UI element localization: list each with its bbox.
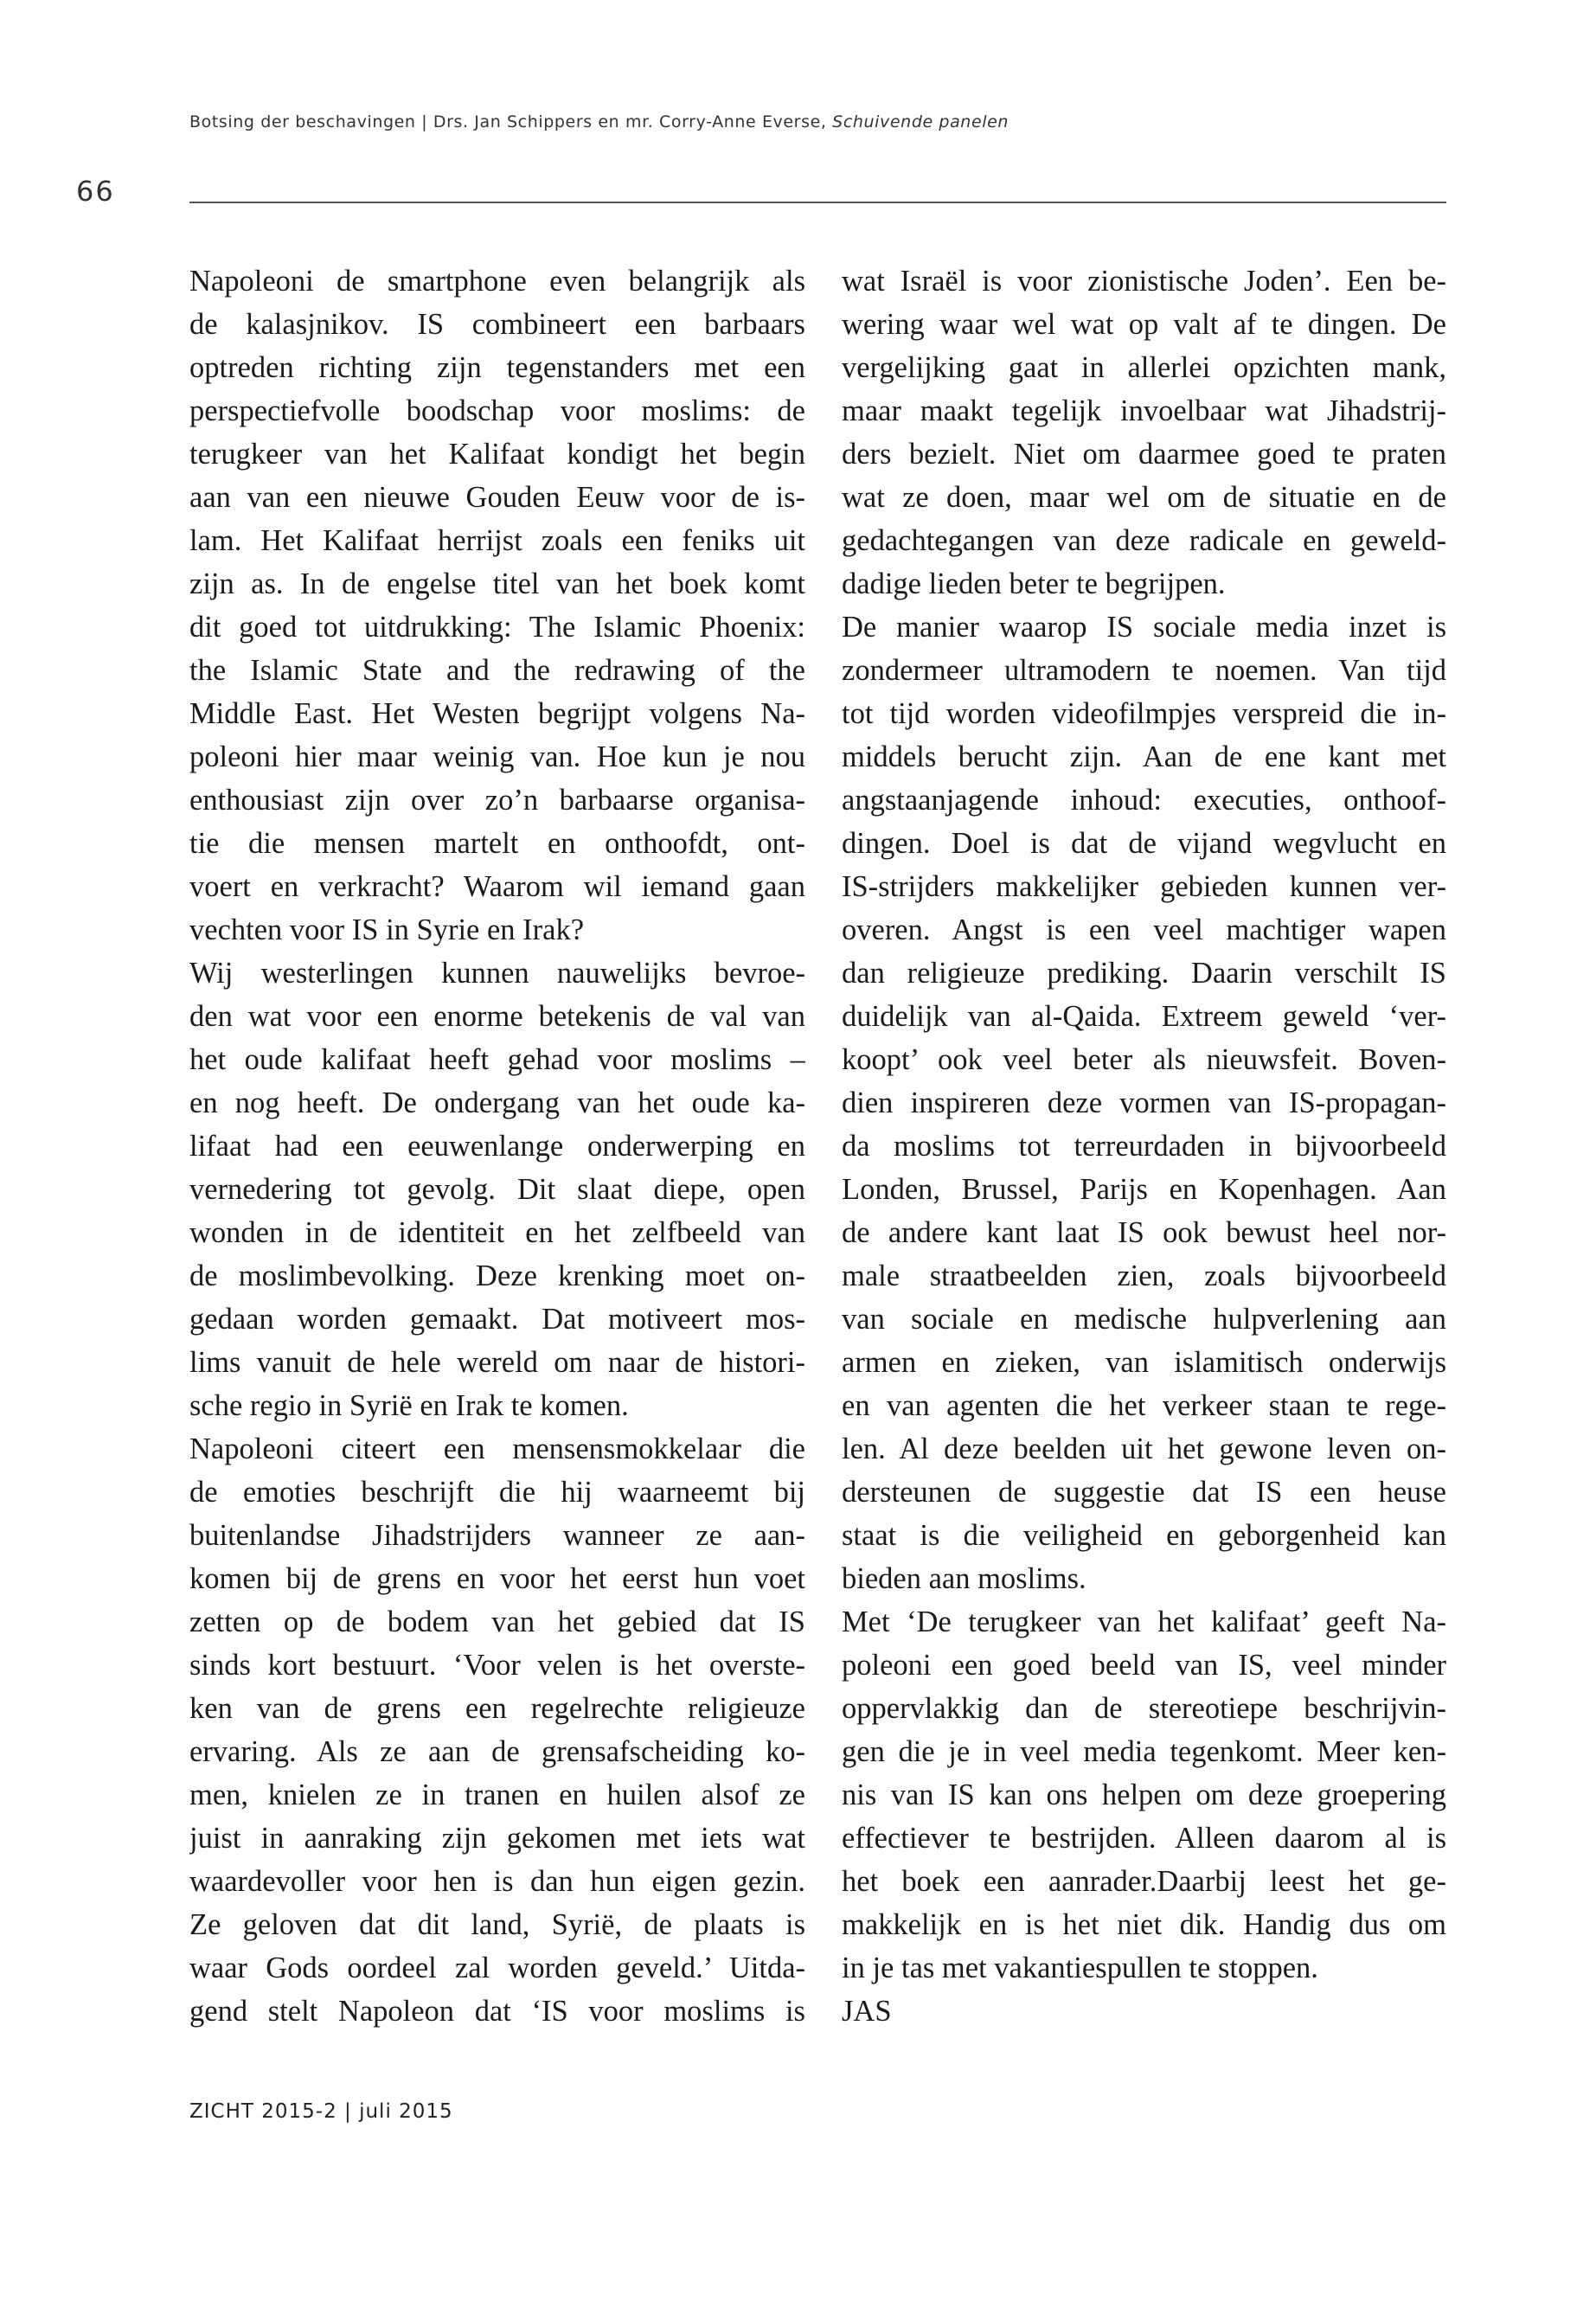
paragraph [189,952,805,1427]
text-line: duidelijk van al-Qaida. Extreem geweld ‘ver- [842,1000,1446,1033]
text-column-right [842,260,1446,2033]
running-header [189,112,1009,131]
text-line: het oude kalifaat heeft gehad voor moslims – [189,1043,805,1076]
text-line: vernedering tot gevolg. Dit slaat diepe, open [189,1173,805,1206]
text-line: Napoleoni de smartphone even belangrijk als [189,265,805,298]
text-line: vergelijking gaat in allerlei opzichten mank, [842,351,1446,384]
text-line: komen bij de grens en voor het eerst hun voet [189,1562,805,1595]
paragraph [189,260,805,952]
text-line: ken van de grens een regelrechte religieuze [189,1692,805,1725]
text-line: koopt’ ook veel beter als nieuwsfeit. Boven- [842,1043,1446,1076]
text-line: zondermeer ultramodern te noemen. Van tijd [842,654,1446,687]
text-line: vechten voor IS in Syrie en Irak? [189,913,585,946]
text-line: oppervlakkig dan de stereotiepe beschrijvin- [842,1692,1446,1725]
text-line: staat is die veiligheid en geborgenheid kan [842,1519,1446,1552]
text-line: sinds kort bestuurt. ‘Voor velen is het overste- [189,1649,805,1682]
text-line: Middle East. Het Westen begrijpt volgens Na- [189,697,805,730]
text-line: perspectiefvolle boodschap voor moslims: de [189,394,805,427]
text-line: de andere kant laat IS ook bewust heel nor- [842,1216,1446,1249]
running-title: Botsing der beschavingen | Drs. Jan Schippers en mr. Corry-Anne Everse, [189,112,827,131]
text-line: wonden in de identiteit en het zelfbeeld van [189,1216,805,1249]
text-line: male straatbeelden zien, zoals bijvoorbeeld [842,1259,1446,1292]
paragraph [842,260,1446,606]
text-line: enthousiast zijn over zo’n barbaarse organisa- [189,784,805,817]
text-line: wering waar wel wat op valt af te dingen. De [842,308,1446,341]
text-line: De manier waarop IS sociale media inzet is [842,611,1446,644]
text-line: JAS [842,1995,892,2028]
text-line: bieden aan moslims. [842,1562,1086,1595]
text-line: dingen. Doel is dat de vijand wegvlucht en [842,827,1446,860]
text-line: zijn as. In de engelse titel van het boek komt [189,567,805,600]
text-line: dersteunen de suggestie dat IS een heuse [842,1476,1446,1509]
text-line: zetten op de bodem van het gebied dat IS [189,1606,805,1638]
text-line: poleoni hier maar weinig van. Hoe kun je nou [189,740,805,773]
text-line: gedachtegangen van deze radicale en geweld- [842,524,1446,557]
text-line: Met ‘De terugkeer van het kalifaat’ geeft Na- [842,1606,1446,1638]
footer-journal-issue: ZICHT 2015-2 | juli 2015 [189,2100,453,2123]
text-line: armen en zieken, van islamitisch onderwijs [842,1346,1446,1379]
text-line: gedaan worden gemaakt. Dat motiveert mos- [189,1303,805,1336]
text-line: ders bezielt. Niet om daarmee goed te praten [842,438,1446,471]
text-line: makkelijk en is het niet dik. Handig dus om [842,1908,1446,1941]
text-line: voert en verkracht? Waarom wil iemand gaan [189,870,805,903]
text-line: effectiever te bestrijden. Alleen daarom al is [842,1822,1446,1855]
text-line: de moslimbevolking. Deze krenking moet on- [189,1259,805,1292]
text-line: wat ze doen, maar wel om de situatie en de [842,481,1446,514]
text-line: nis van IS kan ons helpen om deze groepering [842,1779,1446,1811]
text-line: tie die mensen martelt en onthoofdt, ont- [189,827,805,860]
text-line: Londen, Brussel, Parijs en Kopenhagen. Aan [842,1173,1446,1206]
text-line: wat Israël is voor zionistische Joden’. Een be- [842,265,1446,298]
text-line: en van agenten die het verkeer staan te rege- [842,1389,1446,1422]
text-line: lam. Het Kalifaat herrijst zoals een feniks uit [189,524,805,557]
text-line: dadige lieden beter te begrijpen. [842,567,1226,600]
text-line: angstaanjagende inhoud: executies, onthoof- [842,784,1446,817]
page-number: 66 [76,175,115,208]
text-line: lims vanuit de hele wereld om naar de histori- [189,1346,805,1379]
text-line: Wij westerlingen kunnen nauwelijks bevroe- [189,957,805,990]
text-line: sche regio in Syrië en Irak te komen. [189,1389,629,1422]
text-line: het boek een aanrader.Daarbij leest het ge- [842,1865,1446,1898]
text-line: gen die je in veel media tegenkomt. Meer ken- [842,1735,1446,1768]
text-line: len. Al deze beelden uit het gewone leven on- [842,1433,1446,1465]
text-column-left [189,260,805,2033]
text-line: buitenlandse Jihadstrijders wanneer ze aan- [189,1519,805,1552]
text-line: overen. Angst is een veel machtiger wapen [842,913,1446,946]
running-subtitle: Schuivende panelen [832,112,1010,131]
text-line: the Islamic State and the redrawing of the [189,654,805,687]
paragraph [842,1600,1446,1990]
text-line: dan religieuze prediking. Daarin verschilt IS [842,957,1446,990]
text-line: de emoties beschrijft die hij waarneemt bij [189,1476,805,1509]
text-line: IS-strijders makkelijker gebieden kunnen ver- [842,870,1446,903]
text-line: den wat voor een enorme betekenis de val van [189,1000,805,1033]
text-line: lifaat had een eeuwenlange onderwerping en [189,1130,805,1163]
text-line: maar maakt tegelijk invoelbaar wat Jihadstrij- [842,394,1446,427]
text-line: dien inspireren deze vormen van IS-propagan- [842,1086,1446,1119]
text-line: poleoni een goed beeld van IS, veel minder [842,1649,1446,1682]
text-line: da moslims tot terreurdaden in bijvoorbeeld [842,1130,1446,1163]
text-line: waardevoller voor hen is dan hun eigen gezin. [189,1865,805,1898]
text-line: Napoleoni citeert een mensensmokkelaar die [189,1433,805,1465]
text-line: optreden richting zijn tegenstanders met een [189,351,805,384]
paragraph [842,1990,1446,2033]
text-line: terugkeer van het Kalifaat kondigt het begin [189,438,805,471]
text-line: en nog heeft. De ondergang van het oude ka- [189,1086,805,1119]
header-rule [189,202,1446,203]
text-line: waar Gods oordeel zal worden geveld.’ Uitda- [189,1952,805,1984]
paragraph [189,1427,805,2033]
text-line: dit goed tot uitdrukking: The Islamic Phoenix: [189,611,805,644]
text-line: ervaring. Als ze aan de grensafscheiding ko- [189,1735,805,1768]
text-line: juist in aanraking zijn gekomen met iets wat [189,1822,805,1855]
text-line: Ze geloven dat dit land, Syrië, de plaats is [189,1908,805,1941]
text-line: tot tijd worden videofilmpjes verspreid die in- [842,697,1446,730]
text-line: aan van een nieuwe Gouden Eeuw voor de is- [189,481,805,514]
text-line: van sociale en medische hulpverlening aan [842,1303,1446,1336]
text-line: in je tas met vakantiespullen te stoppen. [842,1952,1318,1984]
text-line: men, knielen ze in tranen en huilen alsof ze [189,1779,805,1811]
paragraph [842,606,1446,1600]
text-line: gend stelt Napoleon dat ‘IS voor moslims is [189,1995,805,2028]
text-line: middels berucht zijn. Aan de ene kant met [842,740,1446,773]
text-line: de kalasjnikov. IS combineert een barbaars [189,308,805,341]
